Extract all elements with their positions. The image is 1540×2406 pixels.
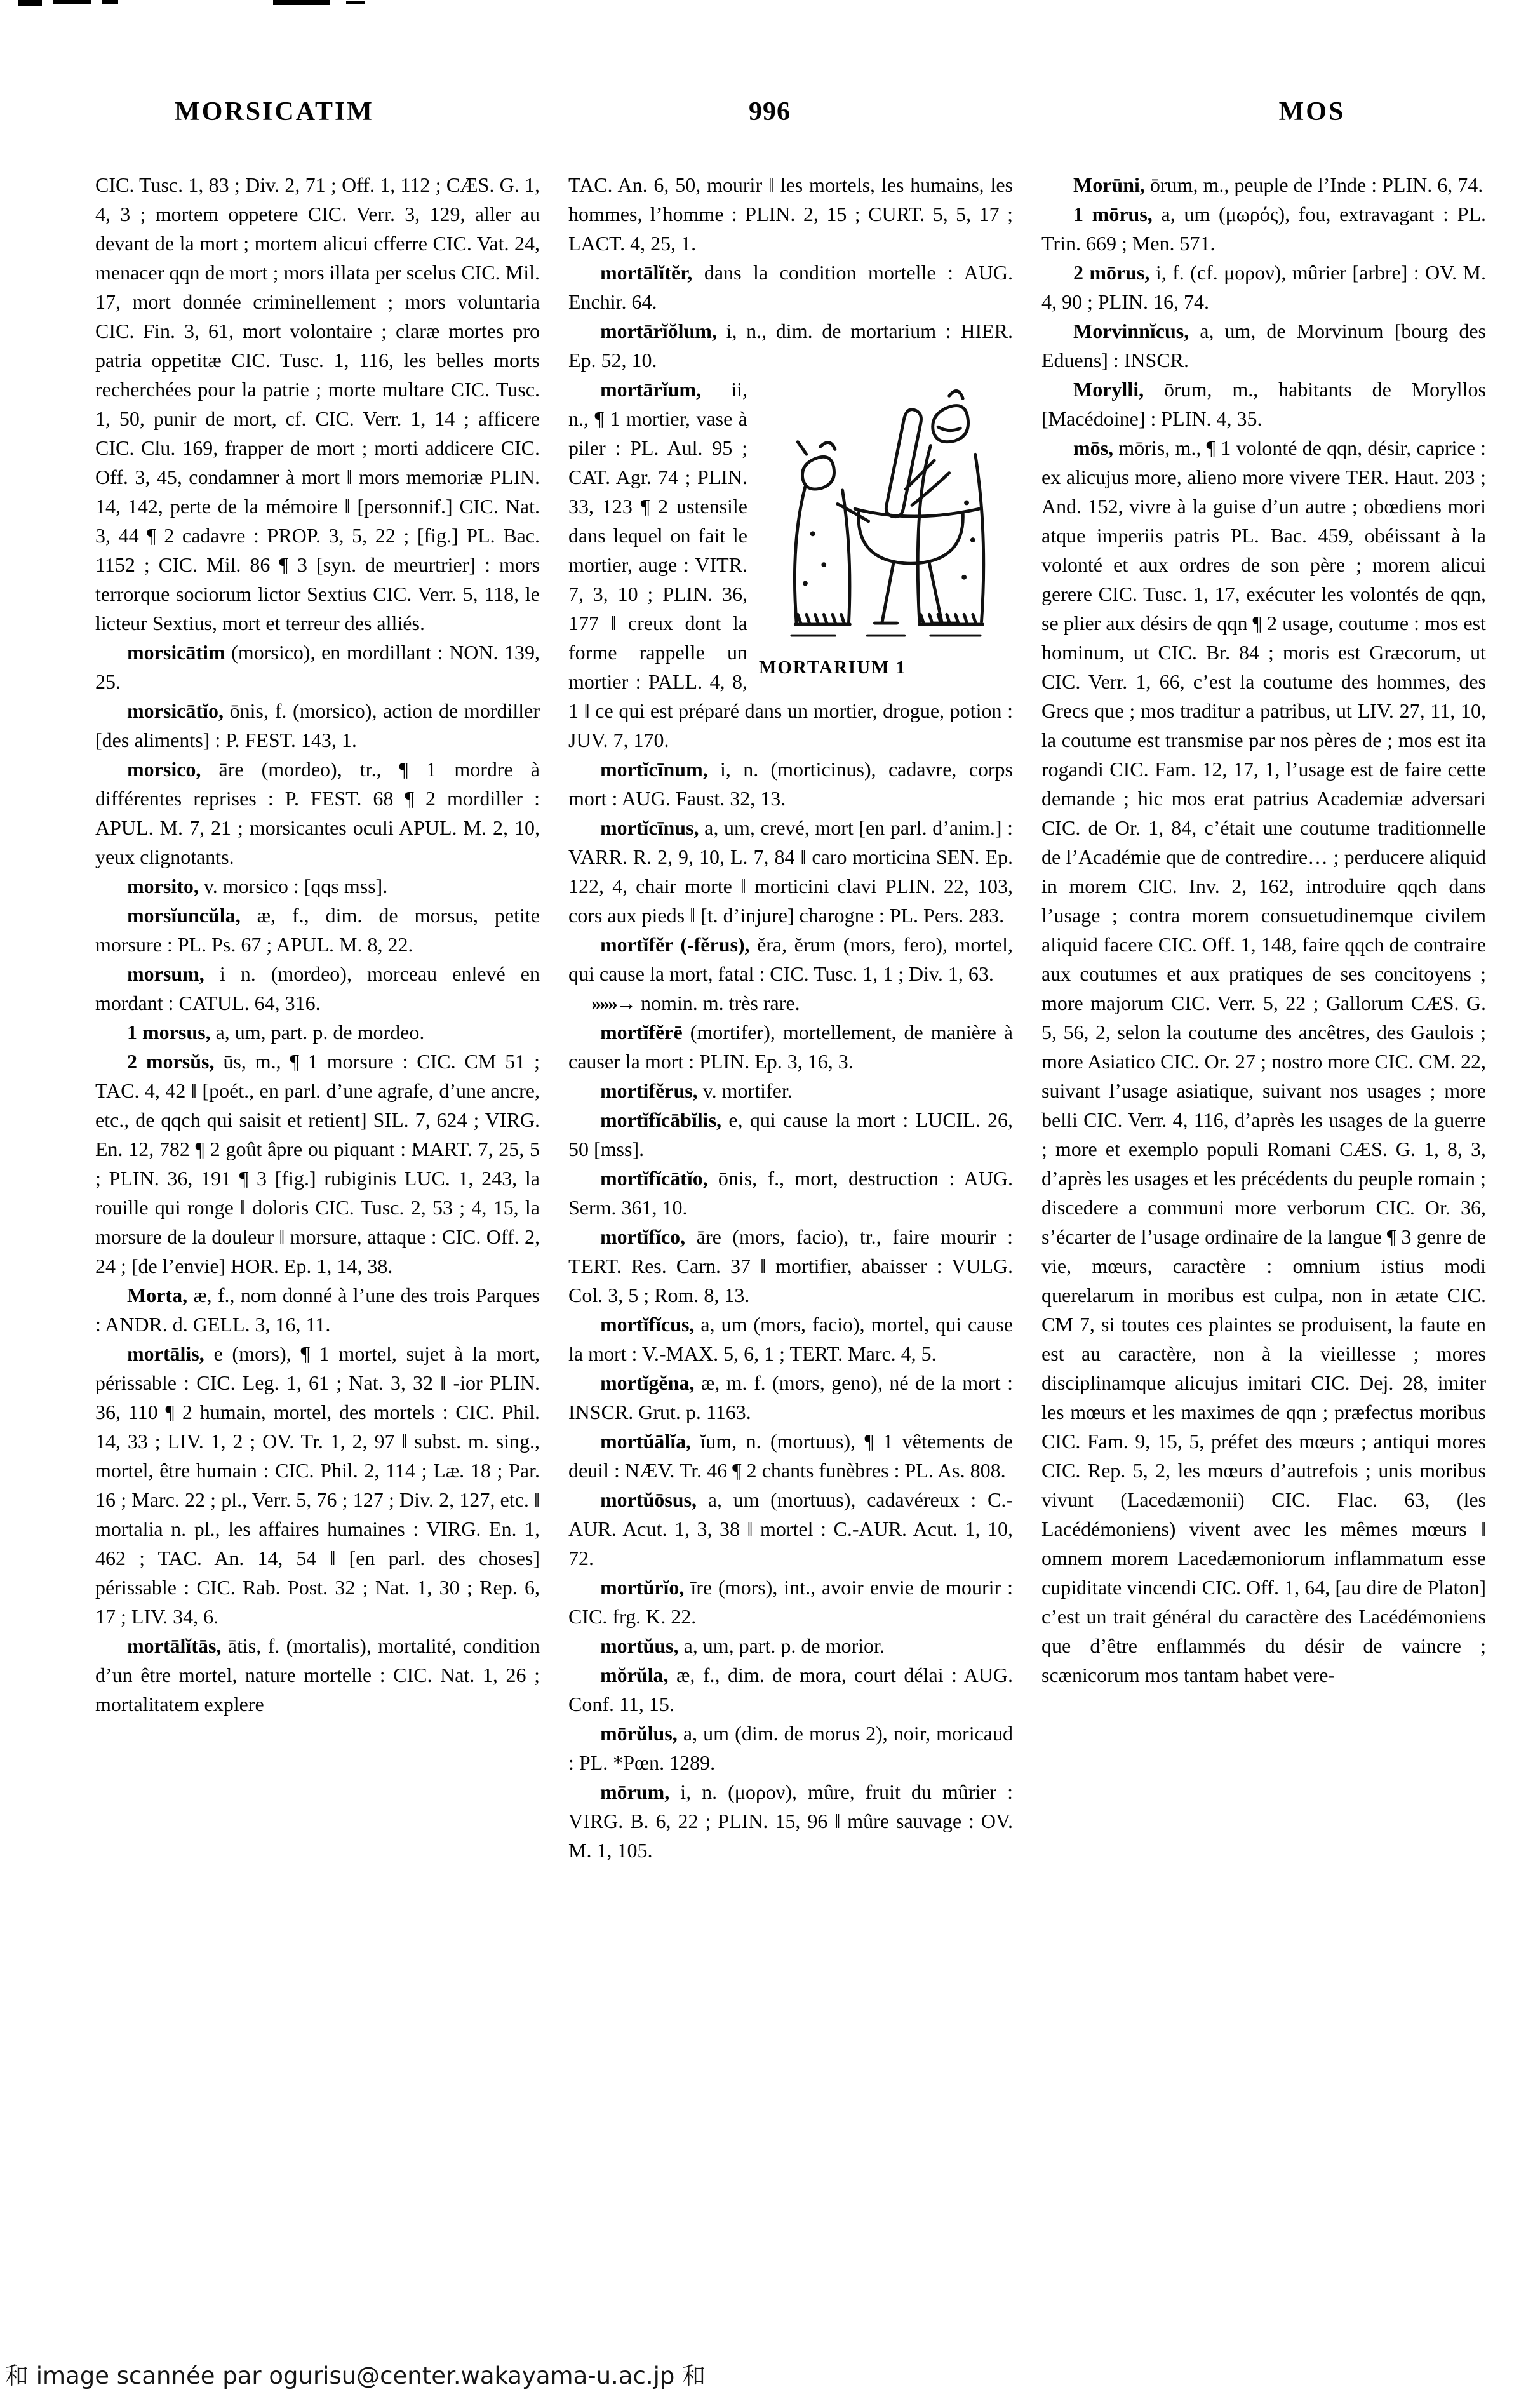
headword: mortĭfĭcābĭlis, (600, 1108, 729, 1131)
dictionary-entry: mortĭfĭcābĭlis, e, qui cause la mort : LUCIL. 26, 50 [mss]. (568, 1108, 1013, 1160)
headword: morsum, (127, 962, 220, 985)
dictionary-entry: 2 morsŭs, ūs, m., ¶ 1 morsure : CIC. CM 51 ; TAC. 4, 42 ‖ [poét., en parl. d’une agrafe, d’une ancre, etc., de qqch qui saisit et retient] SIL. 7, 624 ; VIRG. En. 12, 782 ¶ 2 goût âpre ou piquant : MART. 7, 25, 5 ; PLIN. 36, 191 ¶ 3 [fig.] rubiginis LUC. 1, 243, la rouille qui ronge ‖ doloris CIC. Tusc. 2, 53 ; 4, 15, la morsure de la douleur ‖ morsure, attaque : CIC. Off. 2, 24 ; [de l’envie] HOR. Ep. 1, 14, 38. (95, 1050, 540, 1277)
headword: mŏrŭla, (600, 1663, 677, 1686)
running-head-right: MOS (1278, 97, 1346, 126)
dictionary-entry: Morta, æ, f., nom donné à l’une des trois Parques : ANDR. d. GELL. 3, 16, 11. (95, 1284, 540, 1336)
dictionary-entry: mortĭcīnus, a, um, crevé, mort [en parl. d’anim.] : VARR. R. 2, 9, 10, L. 7, 84 ‖ caro morticina SEN. Ep. 122, 4, chair morte ‖ morticini clavi PLIN. 22, 103, cors aux pieds ‖ [t. d’injure] charogne : PL. Pers. 283. (568, 816, 1013, 927)
figure-caption: MORTARIUM 1 (759, 657, 907, 678)
dictionary-entry: mōrŭlus, a, um (dim. de morus 2), noir, moricaud : PL. *Pœn. 1289. (568, 1722, 1013, 1774)
page-header (0, 97, 1540, 135)
dictionary-entry: mortālĭtĕr, dans la condition mortelle : AUG. Enchir. 64. (568, 261, 1013, 313)
dictionary-entry: morsum, i n. (mordeo), morceau enlevé en mordant : CATUL. 64, 316. (95, 962, 540, 1014)
headword: morsicātĭo, (127, 699, 230, 722)
dictionary-entry: mortālĭtās, ātis, f. (mortalis), mortalité, condition d’un être mortel, nature mortelle : CIC. Nat. 1, 26 ; mortalitatem explere (95, 1634, 540, 1716)
headword: mortālĭtĕr, (600, 261, 704, 284)
dictionary-entry: MORTARIUM 1 mortārĭum, ii, n., ¶ 1 mortier, vase à piler : PL. Aul. 95 ; CAT. Agr. 74 ; PLIN. 33, 123 ¶ 2 ustensile dans lequel on fait le mortier, auge : VITR. 7, 3, 10 ; PLIN. 36, 177 ‖ creux dont la forme rappelle un mortier : PALL. 4, 8, 1 ‖ ce qui est préparé dans un mortier, drogue, potion : JUV. 7, 170. (568, 378, 1013, 751)
dictionary-entry: mortŭōsus, a, um (mortuus), cadavéreux : C.-AUR. Acut. 1, 3, 38 ‖ mortel : C.-AUR. Acut. 1, 10, 72. (568, 1488, 1013, 1569)
entry-continuation: CIC. Tusc. 1, 83 ; Div. 2, 71 ; Off. 1, 112 ; CÆS. G. 1, 4, 3 ; mortem oppetere CIC. Verr. 3, 129, aller au devant de la mort ; mortem alicui cfferre CIC. Vat. 24, menacer qqn de mort ; mors illata per scelus CIC. Mil. 17, mort donnée criminellement ; mors voluntaria CIC. Fin. 3, 61, mort volontaire ; claræ mortes pro patria oppetitæ CIC. Tusc. 1, 116, les belles morts recherchées pour la patrie ; morte multare CIC. Tusc. 1, 50, punir de mort, cf. CIC. Verr. 1, 14 ; afficere CIC. Clu. 169, frapper de mort ; morti addicere CIC. Off. 3, 45, condamner à mort ‖ mors memoriæ PLIN. 14, 142, perte de la mémoire ‖ [personnif.] CIC. Nat. 3, 44 ¶ 2 cadavre : PROP. 3, 5, 22 ; [fig.] PL. Bac. 1152 ; CIC. Mil. 86 ¶ 3 [syn. de meurtrier] : mors terrorque sociorum lictor Sextius CIC. Verr. 5, 118, le licteur Sextius, mort et terreur des alliés. (95, 173, 540, 635)
dictionary-entry: mortĭfĭco, āre (mors, facio), tr., faire mourir : TERT. Res. Carn. 37 ‖ mortifier, abaisser : VULG. Col. 3, 5 ; Rom. 8, 13. (568, 1225, 1013, 1307)
dictionary-entry: mortārĭŏlum, i, n., dim. de mortarium : HIER. Ep. 52, 10. (568, 319, 1013, 372)
dictionary-entry: 2 mōrus, i, f. (cf. μορον), mûrier [arbre] : OV. M. 4, 90 ; PLIN. 16, 74. (1041, 261, 1486, 313)
dictionary-entry: mortālis, e (mors), ¶ 1 mortel, sujet à la mort, périssable : CIC. Leg. 1, 61 ; Nat. 3, 32 ‖ -ior PLIN. 36, 110 ¶ 2 humain, mortel, des mortels : CIC. Phil. 14, 33 ; LIV. 1, 2 ; OV. Tr. 1, 2, 97 ‖ subst. m. sing., mortel, être humain : CIC. Phil. 2, 114 ; Læ. 18 ; Par. 16 ; Marc. 22 ; pl., Verr. 5, 76 ; 127 ; Div. 2, 127, etc. ‖ mortalia n. pl., les affaires humaines : VIRG. En. 1, 462 ; TAC. An. 14, 54 ‖ [en parl. des choses] périssable : CIC. Rab. Post. 32 ; Nat. 1, 30 ; Rep. 6, 17 ; LIV. 34, 6. (95, 1342, 540, 1628)
dictionary-entry: 1 morsus, a, um, part. p. de mordeo. (127, 1021, 425, 1044)
headword: mortĭfĕrē (600, 1021, 690, 1044)
dictionary-entry: mortŭus, a, um, part. p. de morior. (600, 1634, 885, 1657)
headword: Morvinnĭcus, (1073, 319, 1200, 342)
dictionary-entry: Morylli, ōrum, m., habitants de Moryllos [Macédoine] : PLIN. 4, 35. (1041, 378, 1486, 430)
headword: mortifĕrus, (600, 1079, 703, 1102)
headword: mortĭcīnus, (600, 816, 705, 839)
dictionary-entry: morsito, v. morsico : [qqs mss]. (127, 875, 388, 897)
headword: mortĭgĕna, (600, 1371, 701, 1394)
headword: mortĭfĕr (-fĕrus), (600, 933, 758, 956)
headword: mortālis, (127, 1342, 214, 1365)
headword: mortŭōsus, (600, 1488, 708, 1511)
running-head-left: MORSICATIM (175, 97, 374, 126)
dictionary-entry: morsicātim (morsico), en mordillant : NON. 139, 25. (95, 641, 540, 693)
headword: mōrum, (600, 1780, 681, 1803)
dictionary-entry: Morvinnĭcus, a, um, de Morvinum [bourg des Eduens] : INSCR. (1041, 319, 1486, 372)
headword: mortĭfĭcātĭo, (600, 1167, 718, 1190)
grammar-note: »»»→ nomin. m. très rare. (591, 991, 800, 1014)
headword: morsito, (127, 875, 204, 897)
dictionary-entry: mortĭfĕr (-fĕrus), ĕra, ĕrum (mors, fero), mortel, qui cause la mort, fatal : CIC. Tusc. 1, 1 ; Div. 1, 63. (568, 933, 1013, 985)
headword: mortĭfĭcus, (600, 1313, 701, 1336)
headword: morsĭuncŭla, (127, 904, 257, 927)
scan-credit: 和 image scannée par ogurisu@center.wakayama-u.ac.jp 和 (5, 2362, 706, 2389)
headword: mortĭcīnum, (600, 758, 721, 781)
dictionary-entry: Morūni, ōrum, m., peuple de l’Inde : PLIN. 6, 74. (1073, 173, 1483, 196)
dictionary-entry: mortĭgĕna, æ, m. f. (mors, geno), né de la mort : INSCR. Grut. p. 1163. (568, 1371, 1013, 1423)
column-left (95, 170, 540, 2288)
mortarium-figure (759, 379, 1013, 682)
column-right (1041, 170, 1486, 2288)
headword: mortŭālĭa, (600, 1430, 700, 1453)
grammar-note-arrow-icon: »»»→ (591, 991, 634, 1014)
headword: Morūni, (1073, 173, 1150, 196)
column-middle (568, 170, 1013, 2288)
headword: mortŭus, (600, 1634, 684, 1657)
headword: 1 morsus, (127, 1021, 216, 1044)
dictionary-entry: mortŭrĭo, īre (mors), int., avoir envie de mourir : CIC. frg. K. 22. (568, 1576, 1013, 1628)
headword: Morylli, (1073, 378, 1164, 401)
text-columns (95, 170, 1486, 2288)
headword: mortārĭum, (600, 378, 732, 401)
dictionary-entry: morsĭuncŭla, æ, f., dim. de morsus, petite morsure : PL. Ps. 67 ; APUL. M. 8, 22. (95, 904, 540, 956)
dictionary-entry: mōs, mōris, m., ¶ 1 volonté de qqn, désir, caprice : ex alicujus more, alieno more vivere TER. Haut. 203 ; And. 152, vivre à la guise d’un autre ; obœdiens mori atque imperiis patris PL. Bac. 459, obéissant à la volonté et aux ordres de son père ; morem alicui gerere CIC. Tusc. 1, 17, exécuter les volontés de qqn, se plier aux désirs de qqn ¶ 2 usage, coutume : mos est hominum, ut CIC. Br. 84 ; moris est Græcorum, ut CIC. Verr. 1, 66, c’est la coutume des hommes, des Grecs que ; mos traditur a patribus, ut LIV. 27, 11, 10, la coutume est transmise par nos pères de ; mos est ita rogandi CIC. Fam. 12, 17, 1, l’usage est de faire cette demande ; hic mos erat patrius Academiæ adversari CIC. de Or. 1, 84, c’était une coutume traditionnelle de l’Académie que de contredire… ; perducere aliquid in morem CIC. Inv. 2, 162, introduire qqch dans l’usage ; contra morem consuetudinemque civilem aliquid facere CIC. Off. 1, 148, faire qqch de contraire aux coutumes et aux pratiques de ses concitoyens ; more majorum CIC. Verr. 5, 22 ; Gallorum CÆS. G. 5, 56, 2, selon la coutume des ancêtres, des Gaulois ; more Asiatico CIC. Or. 27 ; nostro more CIC. CM. 22, suivant l’usage asiatique, suivant nos usages ; more belli CIC. Verr. 4, 116, d’après les usages de la guerre ; more et exemplo populi Romani CÆS. G. 1, 8, 3, d’après les usages et les précédents du peuple romain ; discedere a communi more verborum CIC. Or. 36, s’écarter de l’usage ordinaire de la langue ¶ 3 genre de vie, mœurs, caractère : omnium istius modi querelarum in moribus est culpa, non in ætate CIC. CM 7, si toutes ces plaintes se produisent, la faute en est au caractère, non à la vieillesse ; mores disciplinamque alicujus imitari CIC. Dej. 28, imiter les mœurs et les maximes de qqn ; præfectus moribus CIC. Fam. 9, 15, 5, préfet des mœurs ; antiqui mores CIC. Rep. 5, 2, les mœurs d’autrefois ; unis moribus vivunt (Lacedæmonii) CIC. Flac. 63, (les Lacédémoniens) vivent avec les mêmes mœurs ‖ omnem morem Lacedæmoniorum inflammatum esse cupiditate vincendi CIC. Off. 1, 64, [au dire de Platon] c’est un trait général du caractère des Lacédémoniens que d’être enflammés du désir de vaincre ; scænicorum mos tantam habet vere- (1041, 436, 1486, 1686)
dictionary-entry: morsico, āre (mordeo), tr., ¶ 1 mordre à différentes reprises : P. FEST. 68 ¶ 2 mordiller : APUL. M. 7, 21 ; morsicantes oculi APUL. M. 2, 10, yeux clignotants. (95, 758, 540, 868)
headword: morsicātim (127, 641, 232, 664)
headword: 2 mōrus, (1073, 261, 1156, 284)
dictionary-entry: morsicātĭo, ōnis, f. (morsico), action de mordiller [des aliments] : P. FEST. 143, 1. (95, 699, 540, 751)
headword: mōs, (1073, 436, 1119, 459)
dictionary-entry: mŏrŭla, æ, f., dim. de mora, court délai : AUG. Conf. 11, 15. (568, 1663, 1013, 1716)
headword: mortĭfĭco, (600, 1225, 697, 1248)
headword: mortŭrĭo, (600, 1576, 691, 1599)
dictionary-entry: mortĭcīnum, i, n. (morticinus), cadavre, corps mort : AUG. Faust. 32, 13. (568, 758, 1013, 810)
headword: 2 morsŭs, (127, 1050, 224, 1073)
mortarium-illustration (759, 379, 1013, 652)
dictionary-entry: mortĭfĕrē (mortifer), mortellement, de manière à causer la mort : PLIN. Ep. 3, 16, 3. (568, 1021, 1013, 1073)
dictionary-entry: mortĭfĭcātĭo, ōnis, f., mort, destruction : AUG. Serm. 361, 10. (568, 1167, 1013, 1219)
headword: Morta, (127, 1284, 194, 1307)
dictionary-entry: mortifĕrus, v. mortifer. (600, 1079, 793, 1102)
headword: mortārĭŏlum, (600, 319, 726, 342)
dictionary-entry: mortŭālĭa, ĭum, n. (mortuus), ¶ 1 vêtements de deuil : NÆV. Tr. 46 ¶ 2 chants funèbres : PL. As. 808. (568, 1430, 1013, 1482)
dictionary-entry: mortĭfĭcus, a, um (mors, facio), mortel, qui cause la mort : V.-MAX. 5, 6, 1 ; TERT. Marc. 4, 5. (568, 1313, 1013, 1365)
headword: 1 mōrus, (1073, 203, 1162, 225)
dictionary-entry: mōrum, i, n. (μορον), mûre, fruit du mûrier : VIRG. B. 6, 22 ; PLIN. 15, 96 ‖ mûre sauvage : OV. M. 1, 105. (568, 1780, 1013, 1862)
dictionary-entry: 1 mōrus, a, um (μωρός), fou, extravagant : PL. Trin. 669 ; Men. 571. (1041, 203, 1486, 255)
page-number: 996 (749, 97, 791, 126)
headword: mōrŭlus, (600, 1722, 683, 1745)
headword: mortālĭtās, (127, 1634, 228, 1657)
headword: morsico, (127, 758, 219, 781)
entry-continuation: TAC. An. 6, 50, mourir ‖ les mortels, les humains, les hommes, l’homme : PLIN. 2, 15 ; CURT. 5, 5, 17 ; LACT. 4, 25, 1. (568, 173, 1013, 255)
